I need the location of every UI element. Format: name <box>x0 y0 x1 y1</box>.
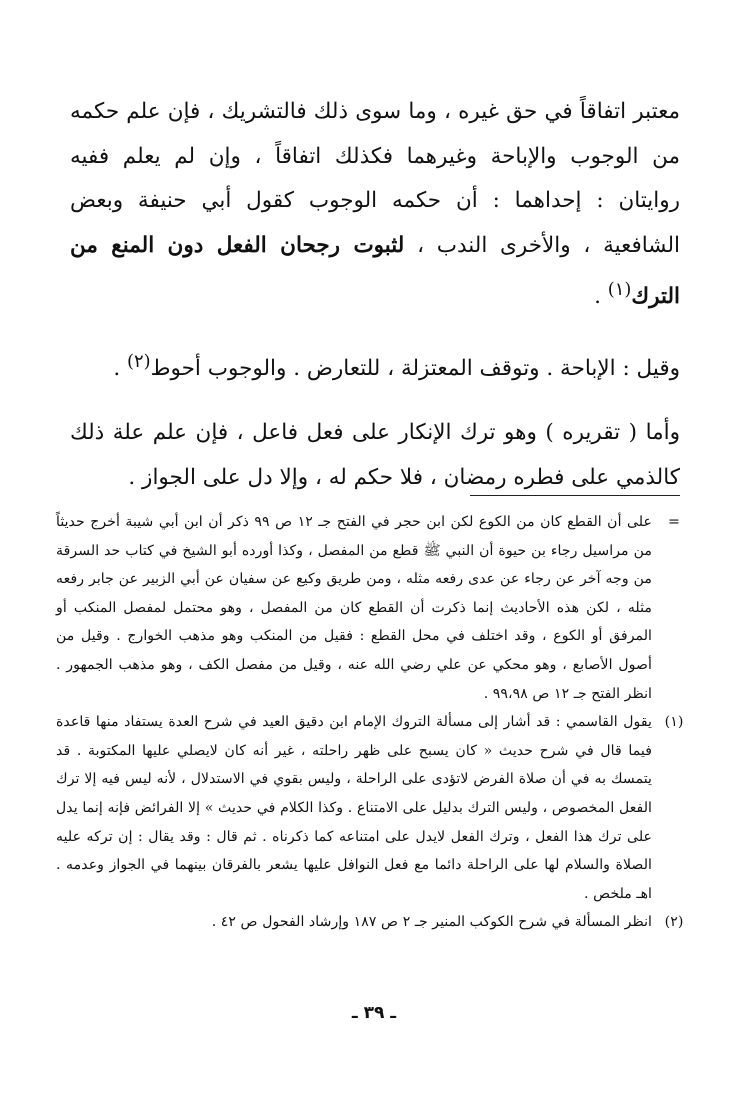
footnotes <box>56 508 696 937</box>
footnote-mark: (١) <box>664 714 684 731</box>
paragraph-2-text: وقيل : الإباحة . وتوقف المعتزلة ، للتعارض . والوجوب أحوط <box>150 355 680 381</box>
paragraph-1-text: معتبر اتفاقاً في حق غيره ، وما سوى ذلك فالتشريك ، فإن علم حكمه من الوجوب والإباحة وغيرهما فكذلك اتفاقاً ، وإن لم يعلم ففيه روايتان : إحداهما : أن حكمه الوجوب كقول أبي حنيفة وبعض الشافعية ، والأخرى الندب ، <box>70 99 680 258</box>
footnote-2 <box>56 908 696 937</box>
footnote-text: على أن القطع كان من الكوع لكن ابن حجر في الفتح جـ ١٢ ص ٩٩ ذكر أن ابن أبي شيبة أخرج حديثاً من مراسيل رجاء بن حيوة أن النبي ﷺ قطع من المفصل ، وكذا أورده أبو الشيخ في كتاب حد السرقة من وجه آخر عن رجاء عن عدى رفعه مثله ، ومن طريق وكيع عن سفيان عن أبي الزبير عن جابر رفعه مثله ، لكن هذه الأحاديث إنما ذكرت أن القطع كان من المفصل ، وهو محتمل لمفصل المنكب أو المرفق أو الكوع ، وقد اختلف في محل القطع : فقيل من المنكب وهو مذهب الخوارج . وقيل من أصول الأصابع ، وهو محكي عن علي رضي الله عنه ، وقيل من مفصل الكف ، وهو مذهب الجمهور . انظر الفتح جـ ١٢ ص ٩٩،٩٨ . <box>56 514 652 702</box>
main-text <box>70 90 680 520</box>
footnote-ref-1: (١) <box>607 279 632 300</box>
footnote-separator <box>470 495 680 496</box>
paragraph-1-bold-text: لثبوت رجحان الفعل دون المنع من الترك <box>70 232 680 310</box>
paragraph-1-end: . <box>594 284 608 310</box>
paragraph-1 <box>70 90 680 320</box>
footnote-mark: = <box>668 514 680 530</box>
footnote-text: يقول القاسمي : قد أشار إلى مسألة التروك الإمام ابن دقيق العيد في شرح العدة يستفاد منها قاعدة فيما قال في شرح حديث « كان يسبح على ظهر راحلته ، غير أنه كان لايصلي عليها المكتوبة . قد يتمسك به في أن صلاة الفرض لاتؤدى على الراحلة ، وليس بقوي في الاستدلال ، لأنه ليس فيه إلا ترك الفعل المخصوص ، وليس الترك بدليل على الامتناع . وكذا الكلام في حديث » إلا الفرائض فإنه إنما يدل على ترك هذا الفعل ، وترك الفعل لايدل على امتناعه كما ذكرناه . ثم قال : وقد يقال : إن تركه عليه الصلاة والسلام لها على الراحلة دائما مع فعل النوافل عليها يشعر بالفرقان بينهما في الجواز وعدمه . اهـ ملخص . <box>56 714 652 902</box>
footnote-ref-2: (٢) <box>127 350 151 372</box>
paragraph-3 <box>70 411 680 500</box>
page-number: ـ ٣٩ ـ <box>351 1003 397 1023</box>
paragraph-2 <box>70 340 680 392</box>
footnote-continued <box>56 508 696 708</box>
paragraph-3-text: وأما ( تقريره ) وهو ترك الإنكار على فعل فاعل ، فإن علم علة ذلك كالذمي على فطره رمضان ، فلا حكم له ، وإلا دل على الجواز . <box>70 420 680 490</box>
footnote-text: انظر المسألة في شرح الكوكب المنير جـ ٢ ص ١٨٧ وإرشاد الفحول ص ٤٢ . <box>211 914 652 931</box>
footnote-mark: (٢) <box>664 914 684 931</box>
footnote-1 <box>56 708 696 908</box>
paragraph-2-end: . <box>113 355 128 381</box>
